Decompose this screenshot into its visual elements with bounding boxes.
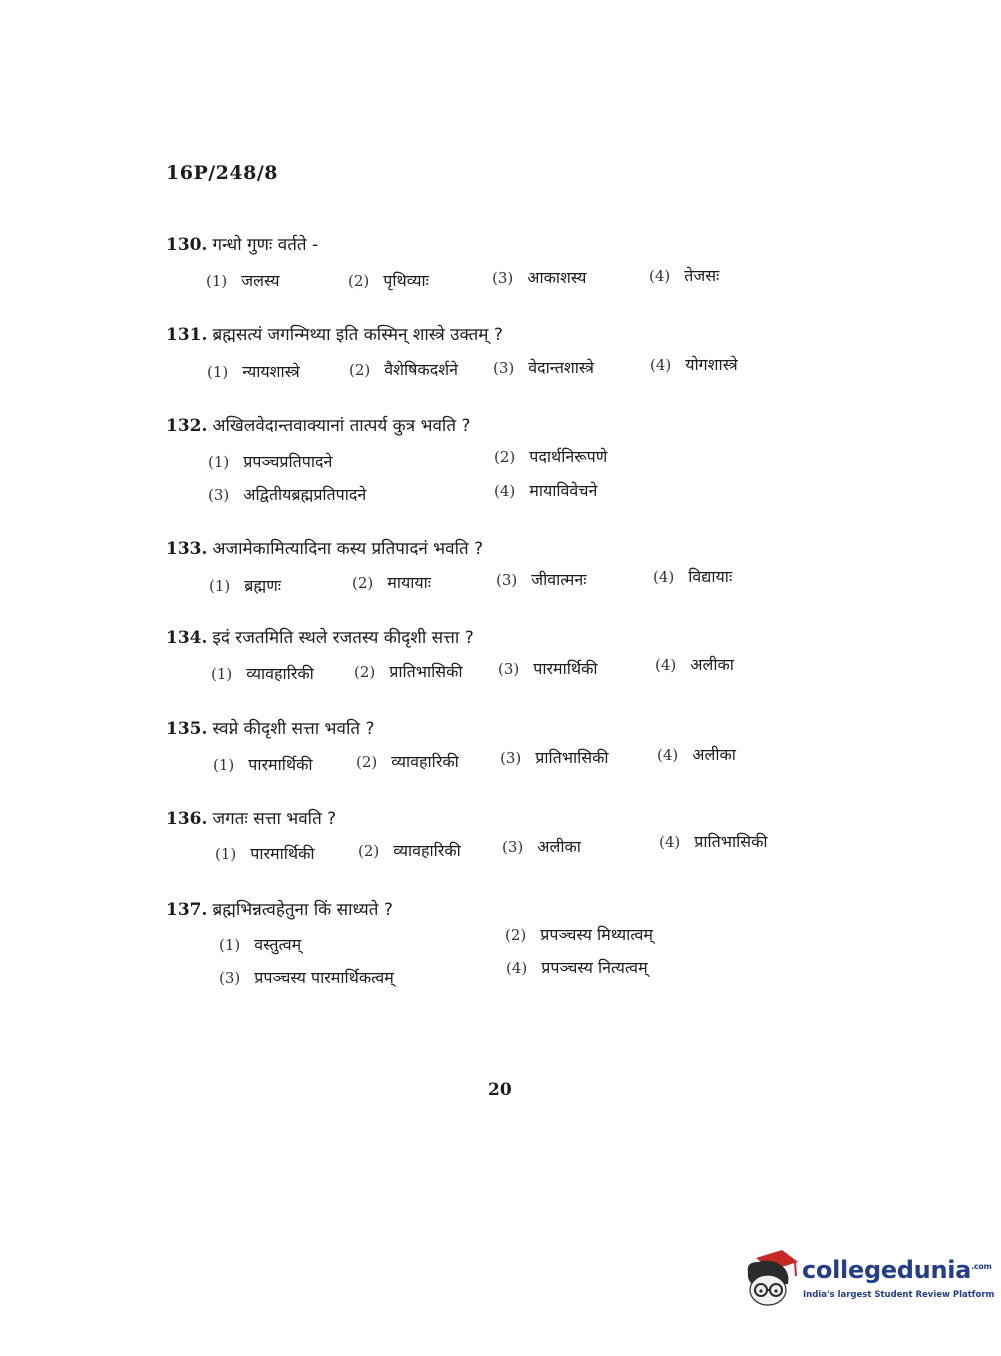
option: (1) ब्रह्मणः xyxy=(209,576,282,595)
option: (3) वेदान्तशास्त्रे xyxy=(493,358,594,377)
question-text: इदं रजतमिति स्थले रजतस्य कीदृशी सत्ता ? xyxy=(212,628,474,648)
option: (3) आकाशस्य xyxy=(492,268,587,287)
option: (2) मायायाः xyxy=(352,573,432,592)
option: (1) व्यावहारिकी xyxy=(211,664,314,683)
question-number: 131. xyxy=(166,325,208,345)
question-134 xyxy=(166,625,474,648)
collegedunia-logo xyxy=(742,1250,995,1310)
option: (4) योगशास्त्रे xyxy=(650,355,738,374)
option: (1) पारमार्थिकी xyxy=(213,755,313,774)
option: (3) प्रातिभासिकी xyxy=(500,748,609,767)
page-code: 16P/248/8 xyxy=(166,162,278,184)
option: (2) प्रपञ्चस्य मिथ्यात्वम् xyxy=(505,925,654,944)
option: (4) प्रपञ्चस्य नित्यत्वम् xyxy=(506,958,648,977)
question-text: स्वप्ने कीदृशी सत्ता भवति ? xyxy=(212,719,375,739)
question-132 xyxy=(166,413,470,436)
option: (3) पारमार्थिकी xyxy=(498,659,598,678)
option: (4) मायाविवेचने xyxy=(494,481,598,500)
option: (1) जलस्य xyxy=(206,271,280,290)
option: (2) प्रातिभासिकी xyxy=(354,662,463,681)
question-number: 133. xyxy=(166,539,208,559)
option: (4) अलीका xyxy=(655,655,734,674)
question-135 xyxy=(166,716,374,739)
page-number: 20 xyxy=(488,1080,512,1100)
option: (3) जीवात्मनः xyxy=(496,570,587,589)
option: (2) पदार्थनिरूपणे xyxy=(494,447,608,466)
option: (3) अद्वितीयब्रह्मप्रतिपादने xyxy=(208,485,367,504)
question-text: अजामेकामित्यादिना कस्य प्रतिपादनं भवति ? xyxy=(212,539,484,559)
question-130 xyxy=(166,232,318,255)
question-number: 135. xyxy=(166,719,208,739)
question-text: ब्रह्मसत्यं जगन्मिथ्या इति कस्मिन् शास्त्रे उक्तम् ? xyxy=(212,325,503,345)
option: (1) प्रपञ्चप्रतिपादने xyxy=(208,452,333,471)
option: (3) प्रपञ्चस्य पारमार्थिकत्वम् xyxy=(219,968,394,987)
question-number: 136. xyxy=(166,809,208,829)
option: (1) न्यायशास्त्रे xyxy=(207,362,300,381)
option: (1) पारमार्थिकी xyxy=(215,844,315,863)
question-number: 137. xyxy=(166,900,208,920)
option: (2) पृथिव्याः xyxy=(348,271,429,290)
question-number: 132. xyxy=(166,416,208,436)
option: (2) वैशेषिकदर्शने xyxy=(349,360,458,379)
question-133 xyxy=(166,536,483,559)
question-number: 134. xyxy=(166,628,208,648)
question-text: ब्रह्मभिन्नत्वहेतुना किं साध्यते ? xyxy=(212,900,393,920)
option: (2) व्यावहारिकी xyxy=(356,752,459,771)
option: (4) तेजसः xyxy=(649,266,720,285)
option: (3) अलीका xyxy=(502,837,581,856)
question-131 xyxy=(166,322,503,345)
question-text: जगतः सत्ता भवति ? xyxy=(212,809,337,829)
question-137 xyxy=(166,897,393,920)
question-number: 130. xyxy=(166,235,208,255)
mascot-icon xyxy=(742,1250,800,1310)
option: (2) व्यावहारिकी xyxy=(358,841,461,860)
question-text: गन्धो गुणः वर्तते - xyxy=(212,235,319,255)
logo-wordmark: collegedunia$^{.com}$ xyxy=(802,1256,992,1284)
logo-tagline: India's largest Student Review Platform xyxy=(803,1290,995,1300)
option: (1) वस्तुत्वम् xyxy=(219,935,302,954)
question-136 xyxy=(166,806,336,829)
option: (4) विद्यायाः xyxy=(653,567,733,586)
question-text: अखिलवेदान्तवाक्यानां तात्पर्य कुत्र भवति ? xyxy=(212,416,471,436)
option: (4) प्रातिभासिकी xyxy=(659,832,768,851)
option: (4) अलीका xyxy=(657,745,736,764)
